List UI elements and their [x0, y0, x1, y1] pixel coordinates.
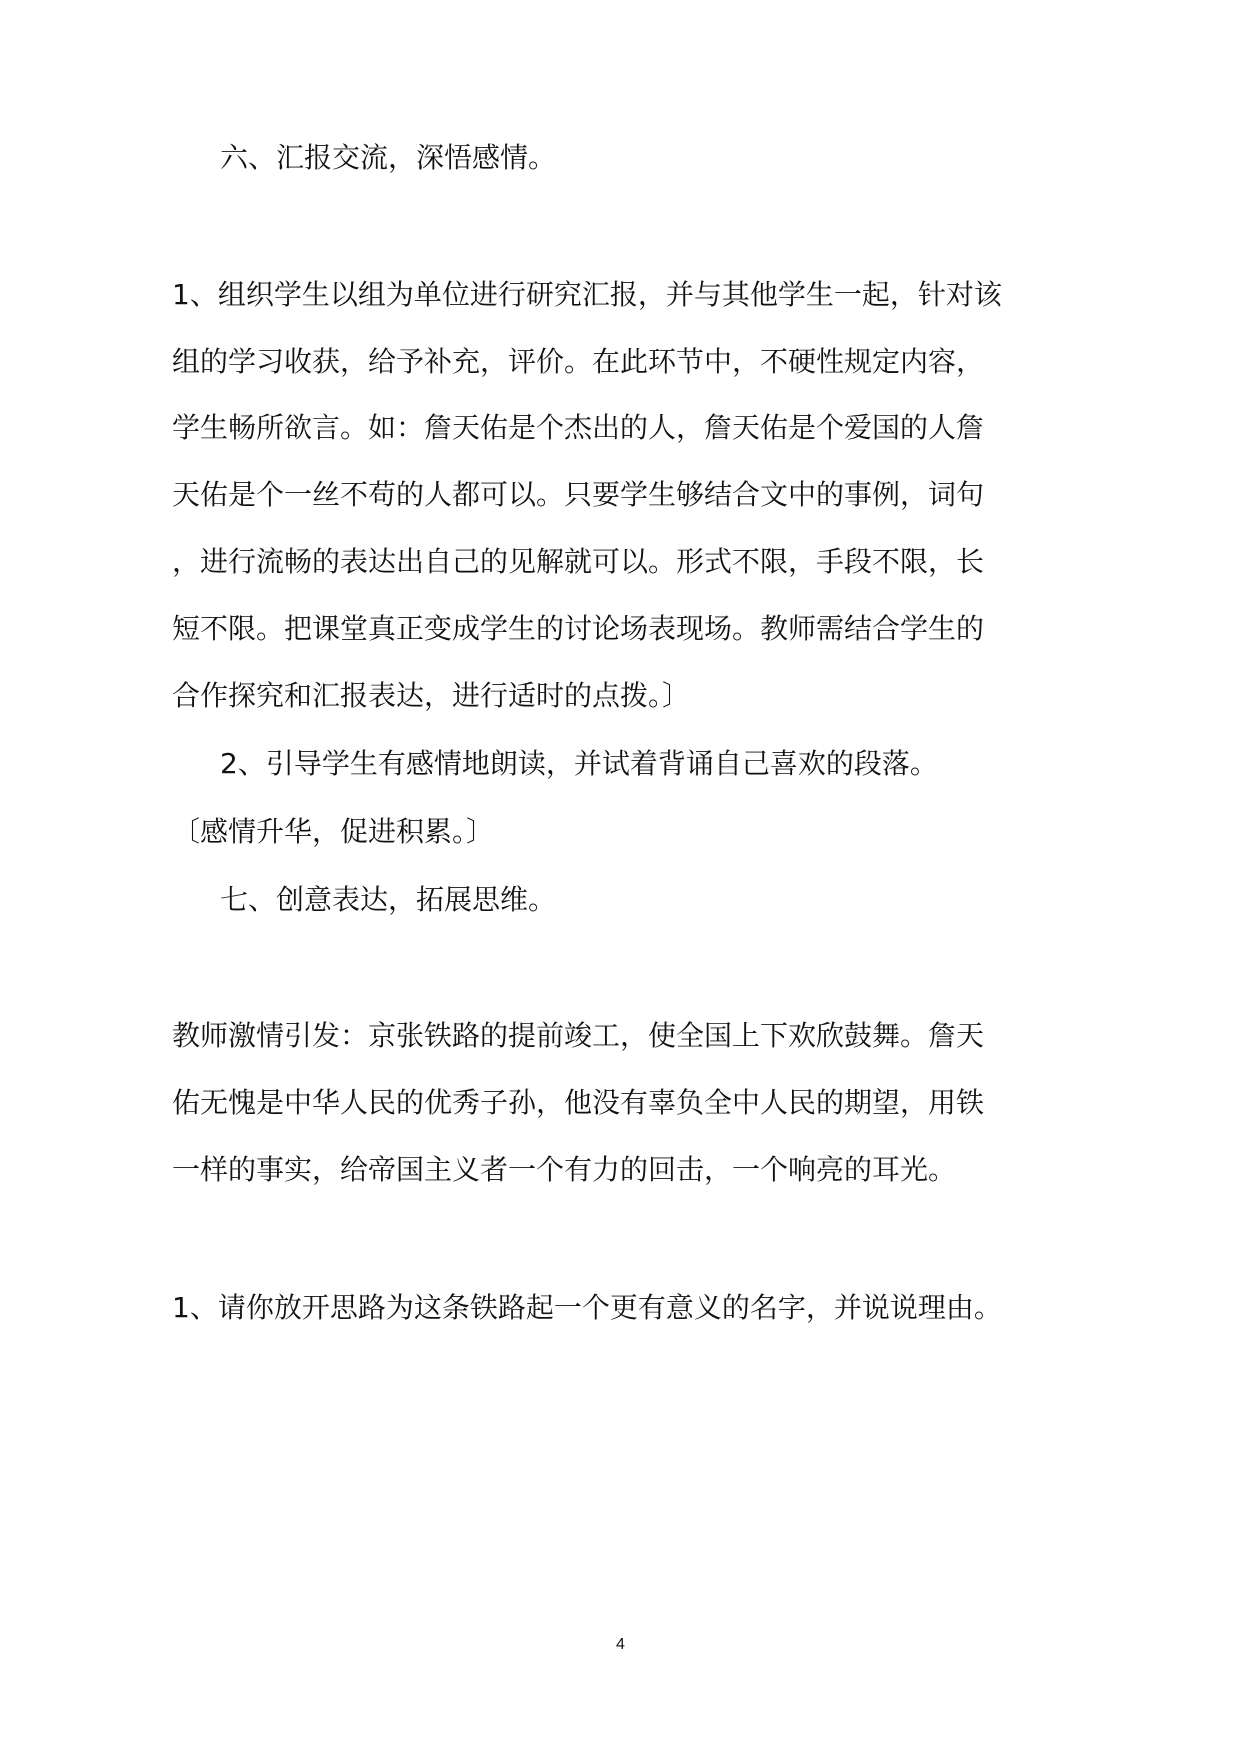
paragraph-line: 佑无愧是中华人民的优秀子孙，他没有辜负全中人民的期望，用铁	[172, 1086, 985, 1119]
paragraph-line: 1、组织学生以组为单位进行研究汇报，并与其他学生一起，针对该	[172, 278, 1002, 311]
list-item-2: 2、引导学生有感情地朗读，并试着背诵自己喜欢的段落。	[220, 747, 938, 780]
paragraph-line: 组的学习收获，给予补充，评价。在此环节中，不硬性规定内容，	[172, 345, 985, 378]
section-heading-6: 六、汇报交流，深悟感情。	[220, 141, 557, 174]
section-heading-7: 七、创意表达，拓展思维。	[220, 883, 557, 916]
paragraph-line: 教师激情引发：京张铁路的提前竣工，使全国上下欢欣鼓舞。詹天	[172, 1019, 985, 1052]
paragraph-line: 学生畅所欲言。如：詹天佑是个杰出的人，詹天佑是个爱国的人詹	[172, 411, 985, 444]
page-number: 4	[616, 1636, 625, 1653]
paragraph-line: 短不限。把课堂真正变成学生的讨论场表现场。教师需结合学生的	[172, 612, 985, 645]
list-item-2-note: 〔感情升华，促进积累。〕	[172, 815, 495, 848]
paragraph-line: ，进行流畅的表达出自己的见解就可以。形式不限，手段不限，长	[172, 545, 985, 578]
list-item-1-naming: 1、请你放开思路为这条铁路起一个更有意义的名字，并说说理由。	[172, 1291, 1002, 1324]
paragraph-line: 天佑是个一丝不苟的人都可以。只要学生够结合文中的事例，词句	[172, 478, 985, 511]
paragraph-line: 合作探究和汇报表达，进行适时的点拨。〕	[172, 679, 691, 712]
paragraph-line: 一样的事实，给帝国主义者一个有力的回击，一个响亮的耳光。	[172, 1153, 957, 1186]
